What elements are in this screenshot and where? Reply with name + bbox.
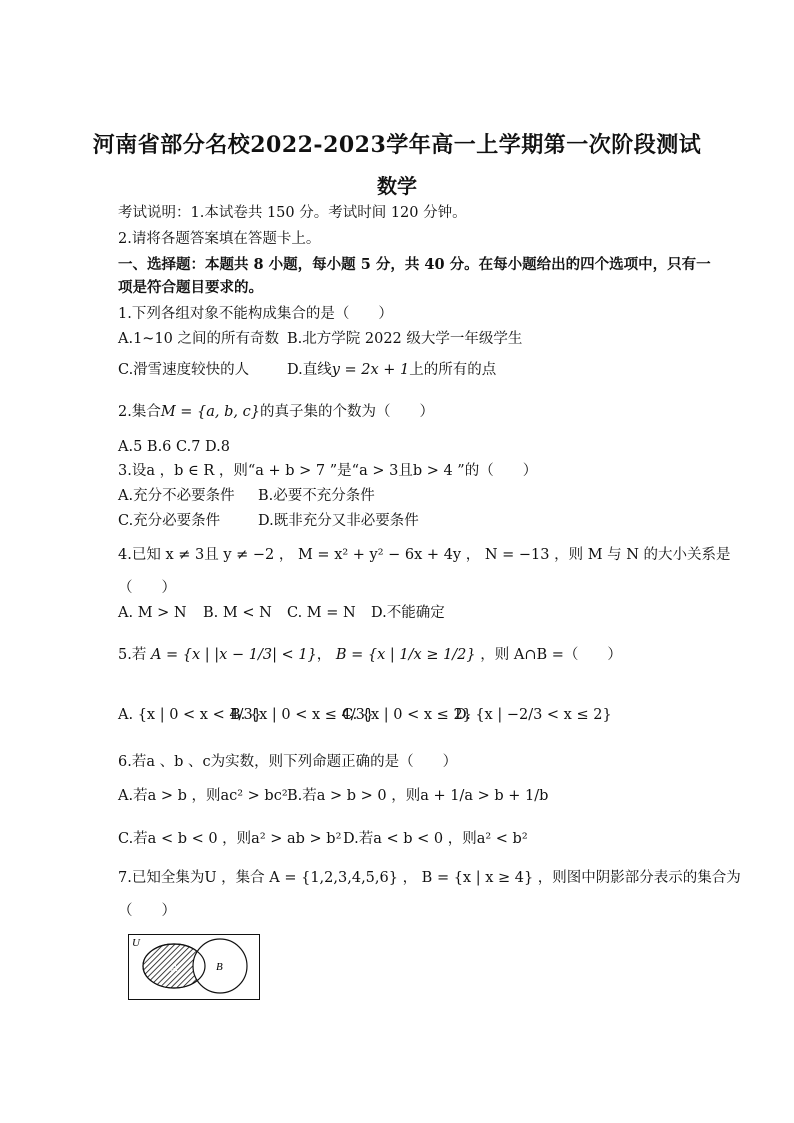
q2-options: A.5 B.6 C.7 D.8: [118, 439, 230, 455]
venn-diagram: [128, 934, 260, 1000]
q6-option-c: C.若a < b < 0 ，则a² > ab > b²: [118, 831, 342, 847]
q6-stem: 6.若a 、b 、c为实数，则下列命题正确的是（ ）: [118, 754, 458, 770]
instruction-line-2: 2.请将各题答案填在答题卡上。: [118, 231, 321, 247]
q5-option-c: C. {x | 0 < x ≤ 2}: [342, 707, 472, 723]
q1-option-c: C.滑雪速度较快的人: [118, 362, 250, 378]
q4-option-a: A. M > N: [118, 605, 187, 621]
q5-set-b: B = {x | 1/x ≥ 1/2}: [335, 647, 476, 663]
q1-option-a: A.1~10 之间的所有奇数: [118, 331, 280, 347]
q1-option-d-prefix: D.直线: [287, 362, 332, 378]
q5-set-a: A = {x | |x − 1/3| < 1}: [150, 647, 317, 663]
q5-suffix: ，则 A∩B =（ ）: [480, 647, 622, 663]
venn-label-a: A: [170, 961, 178, 974]
q3-option-a: A.充分不必要条件: [118, 488, 235, 504]
q3-stem: 3.设a ，b ∈ R ，则“a + b > 7 ”是“a > 3且b > 4 ”的（ ）: [118, 463, 538, 479]
exam-title: 河南省部分名校2022-2023学年高一上学期第一次阶段测试: [92, 132, 702, 158]
q2-stem: [118, 402, 434, 422]
q1-option-d-math: y = 2x + 1: [331, 362, 410, 378]
q3-option-b: B.必要不充分条件: [258, 488, 375, 504]
q2-math: M = {a, b, c}: [160, 404, 260, 420]
q1-option-b: B.北方学院 2022 级大学一年级学生: [287, 331, 523, 347]
q5-option-b: B. {x | 0 < x ≤ 4/3}: [230, 707, 375, 723]
venn-label-b: B: [215, 960, 223, 973]
q2-suffix: 的真子集的个数为（ ）: [260, 404, 434, 420]
q5-prefix: 5.若: [118, 647, 147, 663]
q1-option-d: [287, 360, 496, 380]
q1-stem: 1.下列各组对象不能构成集合的是（ ）: [118, 306, 393, 322]
q6-option-a: A.若a > b ，则ac² > bc²: [118, 788, 288, 804]
q6-option-b: B.若a > b > 0 ，则a + 1/a > b + 1/b: [287, 788, 549, 804]
instruction-line-1: 考试说明：1.本试卷共 150 分。考试时间 120 分钟。: [118, 205, 467, 221]
q4-answer-paren: （ ）: [118, 580, 176, 596]
q6-option-d: D.若a < b < 0 ，则a² < b²: [343, 831, 528, 847]
q5-option-a: A. {x | 0 < x < 4/3}: [118, 707, 262, 723]
q4-option-c: C. M = N: [287, 605, 356, 621]
q1-option-d-suffix: 上的所有的点: [409, 362, 497, 378]
subject-title: 数学: [377, 174, 417, 198]
q4-option-b: B. M < N: [203, 605, 272, 621]
q5-stem: 5.若 A = {x | |x − 1/3| < 1}， B = {x | 1/x ≥ 1/2} ，则 A∩B =（ ）: [118, 647, 622, 663]
venn-label-u: U: [131, 936, 140, 949]
q2-prefix: 2.集合: [118, 404, 161, 420]
q4-stem: 4.已知 x ≠ 3且 y ≠ −2 ， M = x² + y² − 6x + 4y ， N = −13 ，则 M 与 N 的大小关系是: [118, 547, 731, 563]
q7-stem: 7.已知全集为U ，集合 A = {1,2,3,4,5,6} ， B = {x | x ≥ 4} ，则图中阴影部分表示的集合为: [118, 870, 741, 886]
q4-option-d: D.不能确定: [371, 605, 445, 621]
q3-option-d: D.既非充分又非必要条件: [258, 513, 419, 529]
q3-option-c: C.充分必要条件: [118, 513, 221, 529]
venn-diagram-svg: [128, 934, 260, 1000]
section-heading-line-1: 一、选择题：本题共 8 小题，每小题 5 分，共 40 分。在每小题给出的四个选项中，只有一: [118, 256, 711, 273]
q5-option-d: D. {x | −2/3 < x ≤ 2}: [455, 707, 612, 723]
q7-answer-paren: （ ）: [118, 903, 176, 919]
section-heading-line-2: 项是符合题目要求的。: [118, 279, 263, 296]
